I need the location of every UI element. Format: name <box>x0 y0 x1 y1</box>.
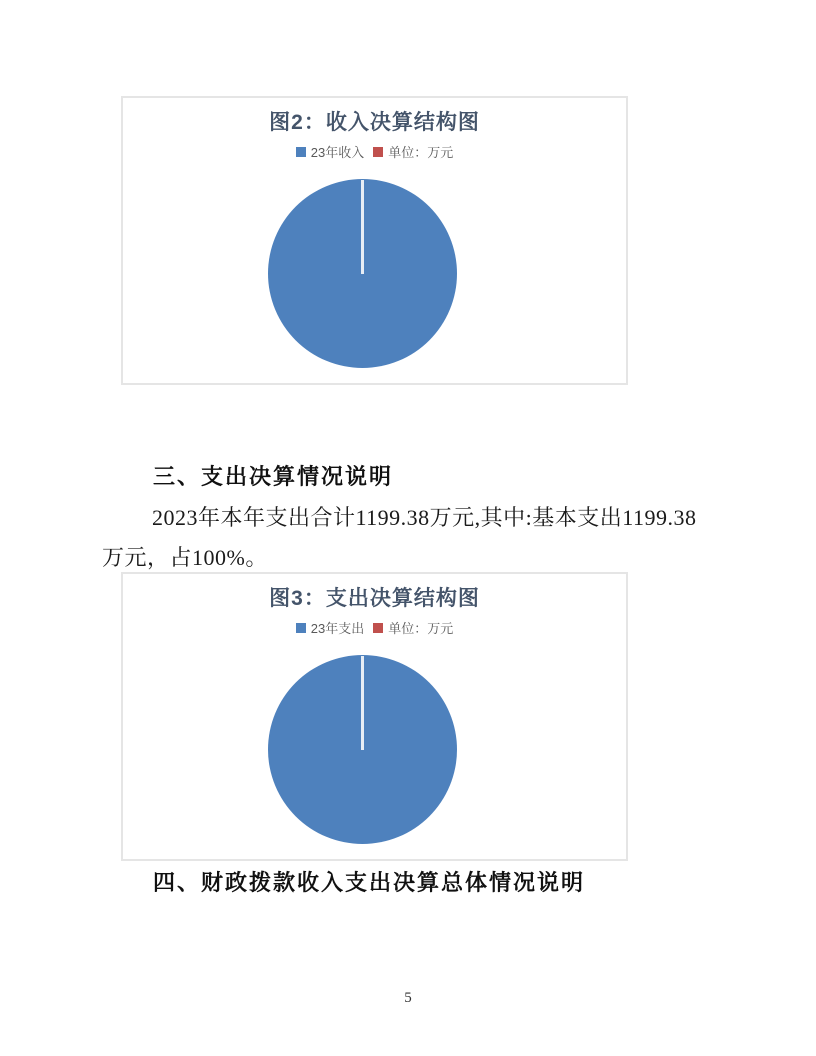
blue-legend-swatch-icon <box>296 623 306 633</box>
legend-item-unit <box>373 618 453 637</box>
section-heading-fiscal-appropriation: 四、财政拨款收入支出决算总体情况说明 <box>153 870 586 895</box>
pie-slice-divider-line <box>361 180 364 274</box>
figure3-chart-title: 图3：支出决算结构图 <box>269 587 480 610</box>
legend-label-unit: 单位：万元 <box>388 145 454 160</box>
legend-item-unit <box>373 142 453 161</box>
legend-item-expenditure <box>296 618 364 637</box>
paragraph-line: 万元，占100%。 <box>102 545 268 570</box>
pie-slice-divider-line <box>361 656 364 750</box>
section-heading-expenditure-notes: 三、支出决算情况说明 <box>153 464 394 489</box>
figure2-chart-frame <box>121 96 628 385</box>
paragraph-line: 2023年本年支出合计1199.38万元,其中:基本支出1199.38 <box>152 505 697 530</box>
legend-label-revenue: 23年收入 <box>310 145 365 160</box>
red-legend-swatch-icon <box>373 623 383 633</box>
red-legend-swatch-icon <box>373 147 383 157</box>
blue-legend-swatch-icon <box>296 147 306 157</box>
legend-label-unit: 单位：万元 <box>388 621 454 636</box>
figure3-chart-frame <box>121 572 628 861</box>
page-number: 5 <box>404 990 412 1006</box>
figure2-legend <box>123 142 626 161</box>
expenditure-paragraph <box>102 498 742 578</box>
legend-item-revenue <box>296 142 364 161</box>
figure3-legend <box>123 618 626 637</box>
figure2-chart-title: 图2：收入决算结构图 <box>269 111 480 134</box>
legend-label-expenditure: 23年支出 <box>310 621 365 636</box>
